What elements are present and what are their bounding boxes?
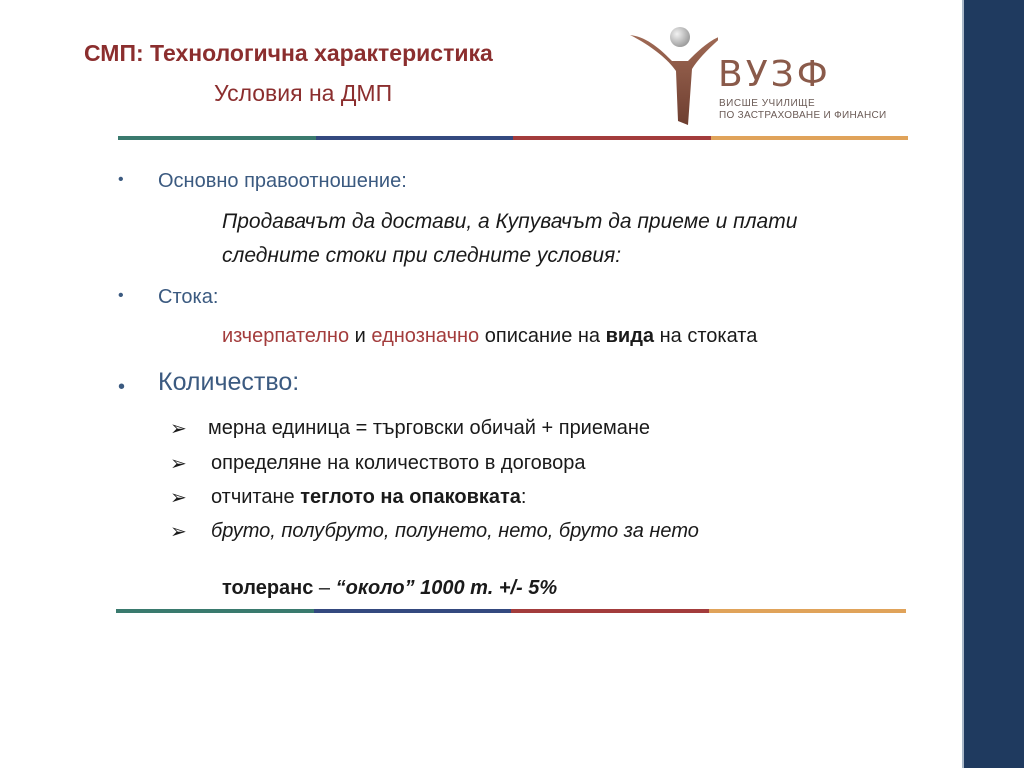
arrow-bullet-icon: ➢	[170, 418, 187, 440]
arrow-bullet-icon: ➢	[170, 453, 187, 475]
word-exhaustive: изчерпателно	[222, 325, 350, 347]
sub-item-packaging	[211, 486, 526, 509]
tolerance-line	[222, 577, 557, 600]
arrow-bullet-icon: ➢	[170, 521, 187, 543]
word-of-goods: на стоката	[654, 325, 758, 347]
logo-subtitle-2: ПО ЗАСТРАХОВАНЕ И ФИНАНСИ	[719, 110, 887, 121]
word-description-of: описание на	[479, 325, 606, 347]
bottom-divider	[116, 609, 906, 613]
sub-item-gross-net: бруто, полубруто, полунето, нето, бруто за нето	[211, 520, 699, 542]
slide-subtitle: Условия на ДМП	[214, 80, 393, 106]
logo-subtitle-1: ВИСШЕ УЧИЛИЩЕ	[719, 98, 816, 109]
word-type: вида	[605, 325, 655, 347]
slide-title: СМП: Технологична характеристика	[84, 40, 493, 66]
top-divider	[118, 136, 908, 140]
sidebar-decoration	[962, 0, 1024, 768]
bullet-icon: •	[118, 376, 126, 398]
bullet-label-quantity: Количество:	[158, 368, 300, 396]
tolerance-value: “около” 1000 т. +/- 5%	[335, 577, 558, 599]
tolerance-label: толеранс	[222, 577, 314, 599]
bullet-icon: •	[118, 171, 124, 188]
relationship-line-1: Продавачът да достави, а Купувачът да приеме и плати	[222, 210, 798, 233]
word-and: и	[349, 325, 372, 347]
packaging-prefix: отчитане	[211, 486, 301, 508]
packaging-colon: :	[520, 486, 527, 508]
logo-emblem-icon	[628, 25, 718, 130]
bullet-label-relationship: Основно правоотношение:	[158, 170, 407, 192]
relationship-line-2: следните стоки при следните условия:	[222, 244, 622, 267]
bullet-label-goods: Стока:	[158, 286, 219, 308]
arrow-bullet-icon: ➢	[170, 487, 187, 509]
word-unambiguous: еднозначно	[371, 325, 480, 347]
tolerance-dash: –	[313, 577, 336, 599]
sub-item-unit: мерна единица = търговски обичай + приемане	[208, 417, 651, 439]
packaging-weight: теглото на опаковката	[300, 486, 521, 508]
vuzf-logo	[628, 25, 940, 130]
logo-name: ВУЗФ	[718, 54, 831, 95]
bullet-icon: •	[118, 287, 124, 304]
sub-item-determination: определяне на количеството в договора	[211, 452, 586, 474]
goods-description	[222, 325, 757, 348]
